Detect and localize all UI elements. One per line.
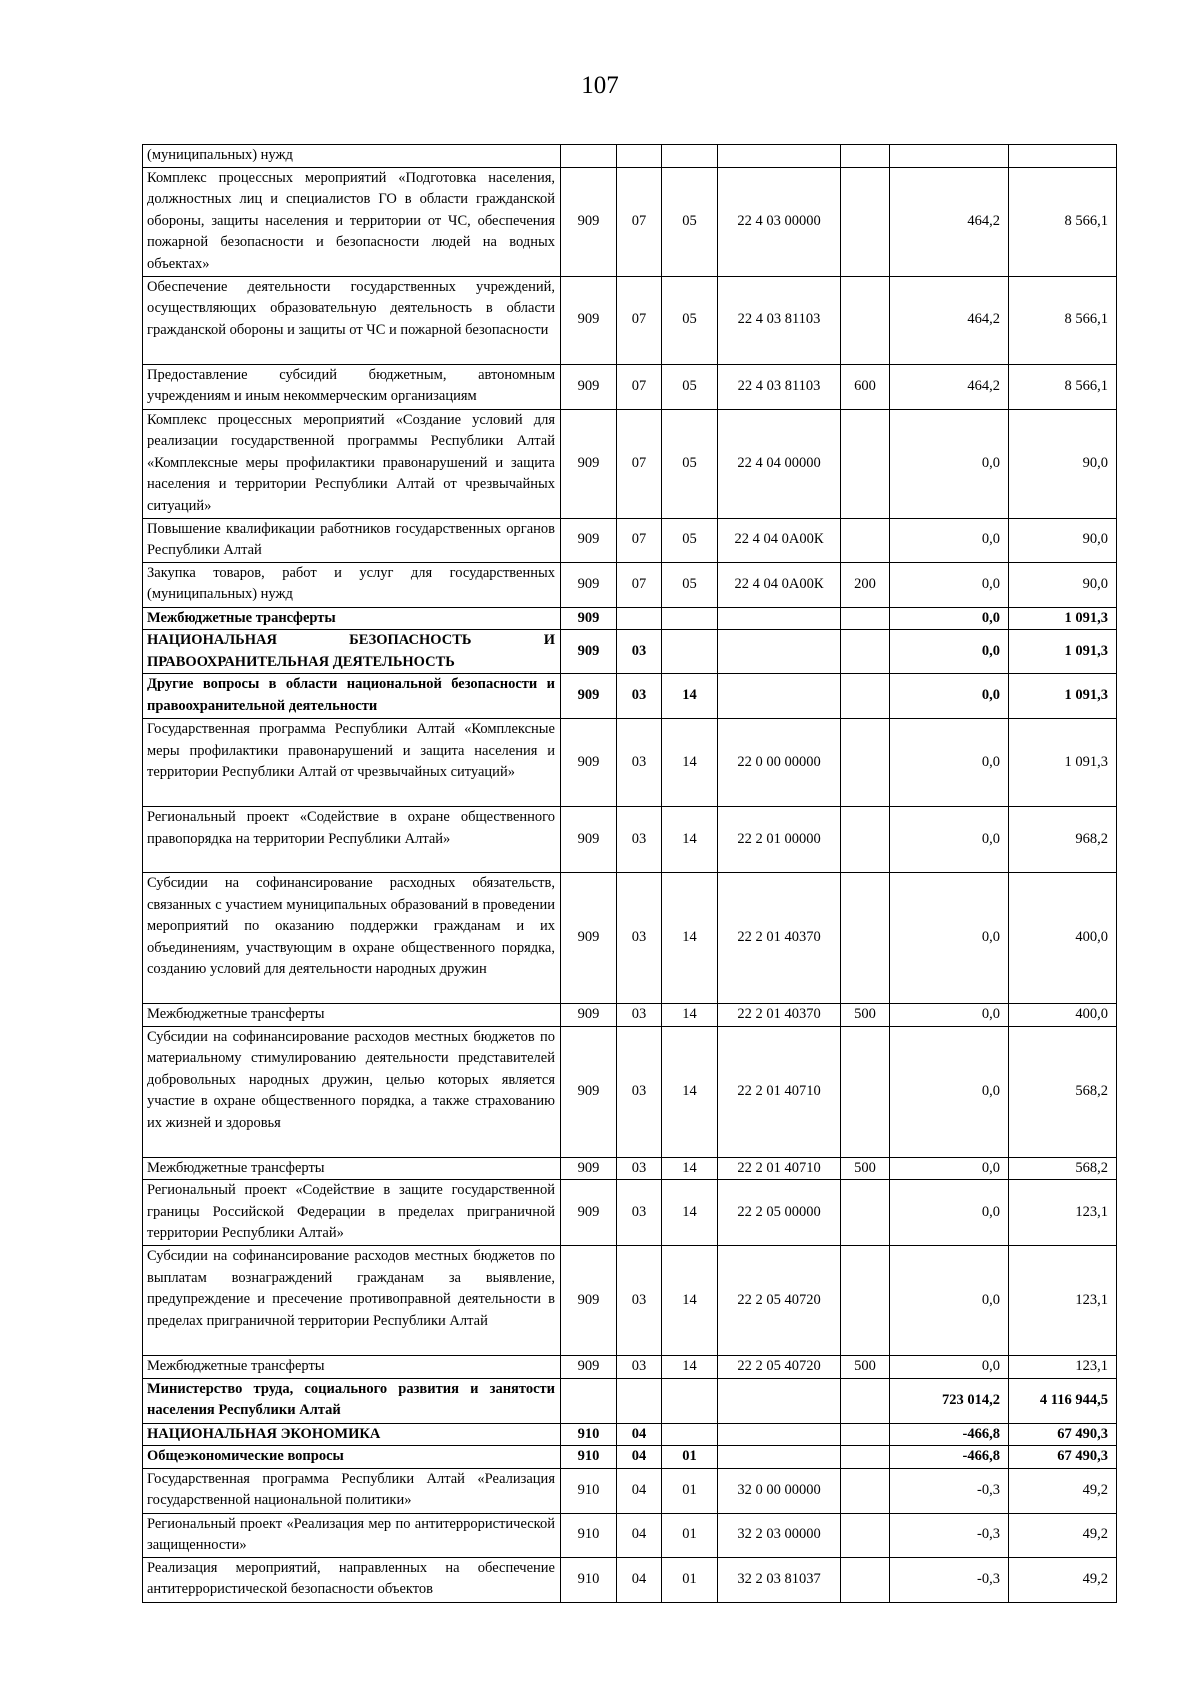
row-name-cell: Предоставление субсидий бюджетным, автономным учреждениям и иным некоммерческим организациям [143, 364, 561, 409]
row-subsection-cell: 14 [662, 1246, 718, 1356]
row-target-article-cell: 32 0 00 00000 [718, 1468, 841, 1513]
row-expense-type-cell [841, 276, 890, 364]
row-admin-code-cell: 909 [561, 167, 617, 276]
row-expense-type-cell [841, 607, 890, 630]
row-section-cell: 03 [617, 873, 662, 1004]
row-target-article-cell: 22 2 01 40710 [718, 1157, 841, 1180]
row-section-cell: 04 [617, 1446, 662, 1469]
row-amount-1-cell [890, 145, 1009, 168]
row-amount-2-cell: 4 116 944,5 [1009, 1378, 1117, 1423]
row-section-cell [617, 145, 662, 168]
row-subsection-cell: 14 [662, 719, 718, 807]
row-section-cell: 07 [617, 167, 662, 276]
table-row [143, 1157, 1117, 1180]
row-name-cell: Повышение квалификации работников государственных органов Республики Алтай [143, 518, 561, 562]
table-row [143, 1446, 1117, 1469]
row-amount-2-cell: 568,2 [1009, 1157, 1117, 1180]
row-admin-code-cell: 909 [561, 674, 617, 719]
row-section-cell [617, 607, 662, 630]
row-section-cell: 03 [617, 1180, 662, 1246]
row-expense-type-cell [841, 167, 890, 276]
row-amount-1-cell: 0,0 [890, 1004, 1009, 1027]
row-amount-2-cell: 49,2 [1009, 1557, 1117, 1602]
row-amount-1-cell: 0,0 [890, 1026, 1009, 1157]
row-subsection-cell [662, 607, 718, 630]
row-expense-type-cell: 200 [841, 562, 890, 607]
budget-table [142, 144, 1117, 1603]
row-expense-type-cell [841, 409, 890, 518]
row-admin-code-cell: 909 [561, 807, 617, 873]
row-section-cell: 03 [617, 1157, 662, 1180]
row-section-cell: 07 [617, 562, 662, 607]
row-name-cell: Государственная программа Республики Алтай «Комплексные меры профилактики правонарушений и защита населения и территории Республики Алтай от чрезвычайных ситуаций» [143, 719, 561, 807]
row-section-cell: 03 [617, 807, 662, 873]
row-expense-type-cell [841, 1026, 890, 1157]
row-subsection-cell: 14 [662, 1157, 718, 1180]
row-subsection-cell: 05 [662, 409, 718, 518]
row-section-cell: 03 [617, 1026, 662, 1157]
row-expense-type-cell [841, 518, 890, 562]
row-admin-code-cell: 910 [561, 1468, 617, 1513]
row-subsection-cell: 05 [662, 562, 718, 607]
row-amount-2-cell: 8 566,1 [1009, 276, 1117, 364]
row-expense-type-cell: 500 [841, 1157, 890, 1180]
row-target-article-cell: 22 4 04 0А00К [718, 562, 841, 607]
row-expense-type-cell [841, 1557, 890, 1602]
row-amount-1-cell: 0,0 [890, 1180, 1009, 1246]
row-amount-2-cell: 90,0 [1009, 409, 1117, 518]
row-name-cell: Министерство труда, социального развития и занятости населения Республики Алтай [143, 1378, 561, 1423]
row-section-cell: 03 [617, 1246, 662, 1356]
row-amount-2-cell: 49,2 [1009, 1468, 1117, 1513]
row-amount-2-cell: 67 490,3 [1009, 1446, 1117, 1469]
row-admin-code-cell: 910 [561, 1513, 617, 1557]
row-target-article-cell: 22 0 00 00000 [718, 719, 841, 807]
row-target-article-cell: 32 2 03 81037 [718, 1557, 841, 1602]
row-target-article-cell: 22 4 03 81103 [718, 276, 841, 364]
row-subsection-cell: 14 [662, 1180, 718, 1246]
row-admin-code-cell [561, 145, 617, 168]
row-expense-type-cell [841, 1513, 890, 1557]
row-expense-type-cell [841, 674, 890, 719]
table-row [143, 1180, 1117, 1246]
row-amount-2-cell: 968,2 [1009, 807, 1117, 873]
row-section-cell: 03 [617, 1004, 662, 1027]
row-section-cell: 07 [617, 518, 662, 562]
row-expense-type-cell [841, 145, 890, 168]
table-row [143, 1356, 1117, 1379]
row-target-article-cell: 22 4 03 00000 [718, 167, 841, 276]
table-row [143, 518, 1117, 562]
row-expense-type-cell [841, 1468, 890, 1513]
row-amount-1-cell: 464,2 [890, 364, 1009, 409]
row-amount-2-cell: 8 566,1 [1009, 167, 1117, 276]
row-name-cell: Региональный проект «Содействие в охране общественного правопорядка на территории Республики Алтай» [143, 807, 561, 873]
row-target-article-cell [718, 1423, 841, 1446]
row-amount-2-cell: 400,0 [1009, 1004, 1117, 1027]
table-row [143, 1026, 1117, 1157]
row-section-cell: 03 [617, 1356, 662, 1379]
row-amount-1-cell: -0,3 [890, 1557, 1009, 1602]
row-target-article-cell: 22 4 03 81103 [718, 364, 841, 409]
row-admin-code-cell: 909 [561, 409, 617, 518]
table-row [143, 1513, 1117, 1557]
row-amount-2-cell: 90,0 [1009, 518, 1117, 562]
row-expense-type-cell: 600 [841, 364, 890, 409]
row-amount-1-cell: 0,0 [890, 807, 1009, 873]
row-admin-code-cell: 909 [561, 873, 617, 1004]
row-admin-code-cell [561, 1378, 617, 1423]
row-target-article-cell: 22 2 01 40370 [718, 873, 841, 1004]
row-admin-code-cell: 909 [561, 562, 617, 607]
row-admin-code-cell: 910 [561, 1446, 617, 1469]
table-row [143, 167, 1117, 276]
row-amount-2-cell: 123,1 [1009, 1180, 1117, 1246]
row-amount-1-cell: -0,3 [890, 1468, 1009, 1513]
row-target-article-cell: 22 2 05 00000 [718, 1180, 841, 1246]
row-admin-code-cell: 910 [561, 1557, 617, 1602]
row-section-cell: 04 [617, 1468, 662, 1513]
row-admin-code-cell: 909 [561, 1157, 617, 1180]
row-expense-type-cell [841, 807, 890, 873]
row-amount-1-cell: 0,0 [890, 873, 1009, 1004]
row-name-cell: Государственная программа Республики Алтай «Реализация государственной национальной политики» [143, 1468, 561, 1513]
row-amount-2-cell: 1 091,3 [1009, 719, 1117, 807]
table-row [143, 1423, 1117, 1446]
row-expense-type-cell [841, 1423, 890, 1446]
row-admin-code-cell: 909 [561, 276, 617, 364]
row-subsection-cell: 05 [662, 276, 718, 364]
row-name-cell: Субсидии на софинансирование расходов местных бюджетов по материальному стимулированию деятельности представителей добровольных народных дружин, целью которых является участие в охране общественного порядка, а также страхованию их жизней и здоровья [143, 1026, 561, 1157]
row-amount-2-cell: 123,1 [1009, 1356, 1117, 1379]
table-row [143, 1557, 1117, 1602]
row-name-cell: Межбюджетные трансферты [143, 1157, 561, 1180]
row-admin-code-cell: 909 [561, 1180, 617, 1246]
row-amount-1-cell: 0,0 [890, 1246, 1009, 1356]
table-row [143, 1246, 1117, 1356]
row-target-article-cell [718, 145, 841, 168]
row-name-cell: Межбюджетные трансферты [143, 1004, 561, 1027]
row-subsection-cell: 05 [662, 518, 718, 562]
row-target-article-cell [718, 1446, 841, 1469]
row-name-cell: Комплекс процессных мероприятий «Создание условий для реализации государственной программы Республики Алтай «Комплексные меры профилактики правонарушений и защита населения и территории Республики Алтай от чрезвычайных ситуаций» [143, 409, 561, 518]
row-admin-code-cell: 909 [561, 1004, 617, 1027]
row-subsection-cell: 14 [662, 1356, 718, 1379]
row-name-cell: Реализация мероприятий, направленных на обеспечение антитеррористической безопасности объектов [143, 1557, 561, 1602]
row-amount-1-cell: 0,0 [890, 518, 1009, 562]
row-subsection-cell [662, 630, 718, 674]
row-amount-2-cell: 123,1 [1009, 1246, 1117, 1356]
table-row [143, 364, 1117, 409]
row-section-cell: 04 [617, 1423, 662, 1446]
row-expense-type-cell [841, 873, 890, 1004]
row-amount-1-cell: 0,0 [890, 1356, 1009, 1379]
row-expense-type-cell: 500 [841, 1004, 890, 1027]
row-subsection-cell [662, 1423, 718, 1446]
row-amount-2-cell: 568,2 [1009, 1026, 1117, 1157]
row-target-article-cell [718, 674, 841, 719]
row-target-article-cell: 22 4 04 0А00К [718, 518, 841, 562]
table-body [143, 145, 1117, 1603]
row-section-cell: 03 [617, 719, 662, 807]
row-name-cell: Субсидии на софинансирование расходных обязательств, связанных с участием муниципальных образований в проведении мероприятий по оказанию поддержки гражданам и их объединениям, участвующим в охране общественного порядка, созданию условий для деятельности народных дружин [143, 873, 561, 1004]
row-subsection-cell: 01 [662, 1513, 718, 1557]
row-target-article-cell: 22 2 05 40720 [718, 1356, 841, 1379]
row-admin-code-cell: 909 [561, 518, 617, 562]
row-amount-2-cell [1009, 145, 1117, 168]
row-expense-type-cell [841, 719, 890, 807]
row-target-article-cell: 22 4 04 00000 [718, 409, 841, 518]
row-name-cell: НАЦИОНАЛЬНАЯ БЕЗОПАСНОСТЬ И ПРАВООХРАНИТЕЛЬНАЯ ДЕЯТЕЛЬНОСТЬ [143, 630, 561, 674]
row-target-article-cell [718, 607, 841, 630]
row-admin-code-cell: 909 [561, 719, 617, 807]
row-amount-1-cell: 0,0 [890, 607, 1009, 630]
table-row [143, 607, 1117, 630]
row-target-article-cell [718, 630, 841, 674]
row-target-article-cell: 22 2 01 40370 [718, 1004, 841, 1027]
row-expense-type-cell [841, 1180, 890, 1246]
row-subsection-cell: 14 [662, 873, 718, 1004]
row-amount-1-cell: 464,2 [890, 167, 1009, 276]
row-amount-1-cell: -466,8 [890, 1423, 1009, 1446]
row-target-article-cell: 22 2 05 40720 [718, 1246, 841, 1356]
row-amount-1-cell: 0,0 [890, 674, 1009, 719]
row-amount-2-cell: 400,0 [1009, 873, 1117, 1004]
row-subsection-cell: 14 [662, 1004, 718, 1027]
row-admin-code-cell: 910 [561, 1423, 617, 1446]
row-subsection-cell: 14 [662, 674, 718, 719]
row-target-article-cell: 32 2 03 00000 [718, 1513, 841, 1557]
row-subsection-cell: 01 [662, 1468, 718, 1513]
row-subsection-cell [662, 145, 718, 168]
table-row [143, 1004, 1117, 1027]
table-row [143, 807, 1117, 873]
row-target-article-cell: 22 2 01 40710 [718, 1026, 841, 1157]
row-amount-1-cell: -466,8 [890, 1446, 1009, 1469]
row-amount-2-cell: 49,2 [1009, 1513, 1117, 1557]
row-expense-type-cell [841, 1246, 890, 1356]
row-subsection-cell: 14 [662, 807, 718, 873]
table-row [143, 674, 1117, 719]
row-amount-2-cell: 90,0 [1009, 562, 1117, 607]
row-admin-code-cell: 909 [561, 1356, 617, 1379]
row-expense-type-cell [841, 1446, 890, 1469]
row-name-cell: Другие вопросы в области национальной безопасности и правоохранительной деятельности [143, 674, 561, 719]
row-name-cell: Обеспечение деятельности государственных учреждений, осуществляющих образовательную деятельность в области гражданской обороны и защиты от ЧС и пожарной безопасности [143, 276, 561, 364]
row-expense-type-cell [841, 630, 890, 674]
row-section-cell [617, 1378, 662, 1423]
row-name-cell: Региональный проект «Реализация мер по антитеррористической защищенности» [143, 1513, 561, 1557]
row-amount-2-cell: 1 091,3 [1009, 607, 1117, 630]
row-name-cell: Закупка товаров, работ и услуг для государственных (муниципальных) нужд [143, 562, 561, 607]
row-amount-2-cell: 8 566,1 [1009, 364, 1117, 409]
row-section-cell: 03 [617, 674, 662, 719]
row-amount-1-cell: 0,0 [890, 719, 1009, 807]
row-subsection-cell: 01 [662, 1446, 718, 1469]
row-amount-2-cell: 1 091,3 [1009, 630, 1117, 674]
row-subsection-cell: 05 [662, 167, 718, 276]
row-subsection-cell: 05 [662, 364, 718, 409]
row-amount-2-cell: 1 091,3 [1009, 674, 1117, 719]
row-name-cell: Субсидии на софинансирование расходов местных бюджетов по выплатам вознаграждений гражданам за выявление, предупреждение и пресечение противоправной деятельности в пределах приграничной территории Республики Алтай [143, 1246, 561, 1356]
row-name-cell: Общеэкономические вопросы [143, 1446, 561, 1469]
row-section-cell: 07 [617, 409, 662, 518]
row-name-cell: (муниципальных) нужд [143, 145, 561, 168]
row-amount-1-cell: 723 014,2 [890, 1378, 1009, 1423]
row-subsection-cell: 01 [662, 1557, 718, 1602]
row-amount-1-cell: -0,3 [890, 1513, 1009, 1557]
row-admin-code-cell: 909 [561, 1246, 617, 1356]
row-amount-1-cell: 0,0 [890, 562, 1009, 607]
row-amount-2-cell: 67 490,3 [1009, 1423, 1117, 1446]
table-row [143, 719, 1117, 807]
row-name-cell: Межбюджетные трансферты [143, 607, 561, 630]
row-amount-1-cell: 0,0 [890, 630, 1009, 674]
row-name-cell: Комплекс процессных мероприятий «Подготовка населения, должностных лиц и специалистов ГО в области гражданской обороны, защиты населения и территории от ЧС, обеспечения пожарной безопасности и безопасности людей на водных объектах» [143, 167, 561, 276]
row-section-cell: 07 [617, 364, 662, 409]
row-target-article-cell: 22 2 01 00000 [718, 807, 841, 873]
row-subsection-cell: 14 [662, 1026, 718, 1157]
row-admin-code-cell: 909 [561, 607, 617, 630]
row-expense-type-cell [841, 1378, 890, 1423]
table-row [143, 562, 1117, 607]
row-amount-1-cell: 0,0 [890, 409, 1009, 518]
table-row [143, 873, 1117, 1004]
row-name-cell: НАЦИОНАЛЬНАЯ ЭКОНОМИКА [143, 1423, 561, 1446]
table-row [143, 409, 1117, 518]
row-admin-code-cell: 909 [561, 1026, 617, 1157]
page-number: 107 [581, 72, 619, 99]
row-target-article-cell [718, 1378, 841, 1423]
row-section-cell: 03 [617, 630, 662, 674]
row-admin-code-cell: 909 [561, 364, 617, 409]
row-subsection-cell [662, 1378, 718, 1423]
row-name-cell: Межбюджетные трансферты [143, 1356, 561, 1379]
row-section-cell: 04 [617, 1513, 662, 1557]
row-admin-code-cell: 909 [561, 630, 617, 674]
table-row [143, 145, 1117, 168]
row-section-cell: 07 [617, 276, 662, 364]
table-row [143, 1378, 1117, 1423]
table-row [143, 1468, 1117, 1513]
row-amount-1-cell: 464,2 [890, 276, 1009, 364]
row-amount-1-cell: 0,0 [890, 1157, 1009, 1180]
table-row [143, 630, 1117, 674]
row-section-cell: 04 [617, 1557, 662, 1602]
row-expense-type-cell: 500 [841, 1356, 890, 1379]
row-name-cell: Региональный проект «Содействие в защите государственной границы Российской Федерации в пределах приграничной территории Республики Алтай» [143, 1180, 561, 1246]
table-row [143, 276, 1117, 364]
